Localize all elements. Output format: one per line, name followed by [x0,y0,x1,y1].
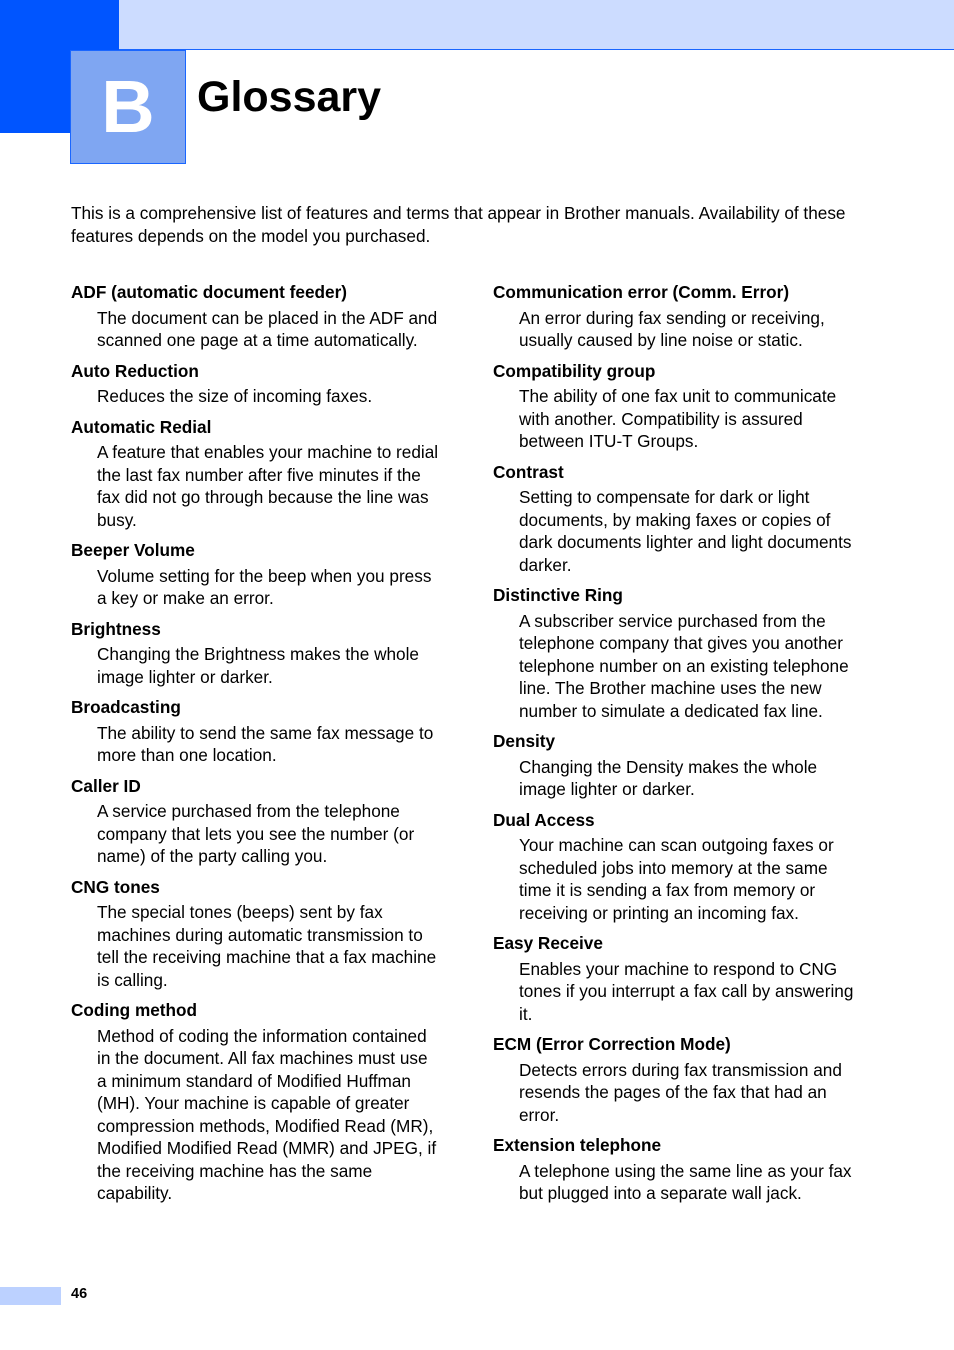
glossary-term: Density [493,731,556,751]
glossary-definition: Your machine can scan outgoing faxes or scheduled jobs into memory at the same time it is sending a fax from memory or receiving or printing an incoming fax. [519,835,834,923]
glossary-term: Extension telephone [493,1135,662,1155]
glossary-entry [493,809,863,925]
glossary-term: Easy Receive [493,933,603,953]
glossary-definition: The ability of one fax unit to communicate with another. Compatibility is assured between ITU-T Groups. [519,386,837,451]
glossary-entry [493,584,863,722]
glossary-entry [71,876,441,992]
glossary-entry [71,539,441,610]
glossary-definition: A subscriber service purchased from the telephone company that gives you another telephone number on an existing telephone line. The Brother machine uses the new number to simulate a dedicated fax line. [519,610,849,721]
glossary-column-left [71,281,441,1213]
glossary-definition: The ability to send the same fax message to more than one location. [97,722,434,765]
glossary-entry [493,281,863,352]
glossary-term: Coding method [71,1000,198,1020]
intro-paragraph: This is a comprehensive list of features and terms that appear in Brother manuals. Availability of these features depends on the model you purchased. [71,203,846,246]
glossary-definition: A service purchased from the telephone company that lets you see the number (or name) of the party calling you. [97,801,415,866]
glossary-definition: A feature that enables your machine to redial the last fax number after five minutes if the fax did not go through because the line was busy. [97,442,439,530]
page-number: 46 [71,1286,88,1302]
glossary-definition: Changing the Brightness makes the whole image lighter or darker. [97,644,419,687]
glossary-definition: A telephone using the same line as your fax but plugged into a separate wall jack. [519,1160,852,1203]
glossary-entry [71,696,441,767]
glossary-term: ADF (automatic document feeder) [71,282,347,302]
glossary-entry [71,999,441,1205]
glossary-definition: Detects errors during fax transmission and resends the pages of the fax that had an error. [519,1059,842,1125]
glossary-definition: Volume setting for the beep when you press a key or make an error. [97,565,432,608]
glossary-entry [493,1033,863,1126]
glossary-definition: The special tones (beeps) sent by fax machines during automatic transmission to tell the receiving machine that a fax machine is calling. [97,902,437,990]
glossary-term: Automatic Redial [71,416,212,437]
glossary-term: Broadcasting [71,697,181,717]
page-tab [0,1287,61,1305]
chapter-letter-box [70,50,186,164]
glossary-term: Beeper Volume [71,540,195,560]
glossary-definition: Enables your machine to respond to CNG tones if you interrupt a fax call by answering it. [519,958,854,1024]
glossary-entry [493,1134,863,1205]
glossary-term: Auto Reduction [71,360,199,381]
glossary-column-right [493,281,863,1213]
glossary-entry [71,618,441,689]
glossary-term: ECM (Error Correction Mode) [493,1034,731,1054]
glossary-entry [493,730,863,801]
glossary-term: Caller ID [71,775,141,796]
glossary-term: Communication error (Comm. Error) [493,282,790,302]
chapter-letter: B [101,65,155,148]
glossary-definition: Method of coding the information contained in the document. All fax machines must use a minimum standard of Modified Huffman (MH). Your machine is capable of greater compression methods, Modified Read (MR), Modified Modified Read (MMR) and JPEG, if the receiving machine has the same capability. [97,1025,437,1203]
glossary-entry [71,416,441,532]
glossary-entry [71,775,441,868]
glossary-definition: Reduces the size of incoming faxes. [97,386,373,406]
glossary-definition: The document can be placed in the ADF and scanned one page at a time automatically. [97,307,438,350]
glossary-entry [71,281,441,352]
glossary-entry [71,360,441,408]
glossary-entry [493,360,863,453]
glossary-term: Contrast [493,461,564,482]
chapter-title: Glossary [197,73,382,121]
glossary-definition: Changing the Density makes the whole image lighter or darker. [519,756,818,799]
glossary-definition: Setting to compensate for dark or light documents, by making faxes or copies of dark documents lighter and light documents darker. [519,487,852,575]
glossary-term: Compatibility group [493,360,656,381]
header-band [0,0,954,50]
glossary-entry [493,932,863,1025]
glossary-term: Dual Access [493,809,595,830]
glossary-term: CNG tones [71,876,160,897]
glossary-term: Distinctive Ring [493,585,623,605]
glossary-entry [493,461,863,577]
glossary-term: Brightness [71,618,161,639]
glossary-definition: An error during fax sending or receiving, usually caused by line noise or static. [519,307,825,350]
